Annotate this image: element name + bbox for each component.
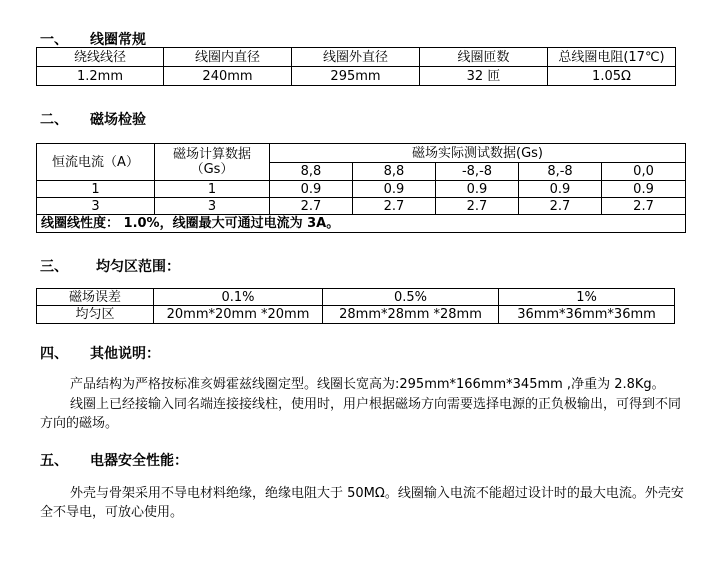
safety-paragraph: 外壳与骨架采用不导电材料绝缘，绝缘电阻大于 50MΩ。线圈输入电流不能超过设计时的最大电流。外壳安全不导电，可放心使用。	[40, 486, 684, 520]
section-title: 其他说明：	[90, 346, 160, 362]
area-cell: 28mm*28mm *28mm	[323, 306, 499, 324]
calc-header-cell: 磁场计算数据（Gs）	[155, 144, 270, 181]
value-cell: 32 匝	[420, 67, 548, 86]
area-cell: 20mm*20mm *20mm	[154, 306, 323, 324]
calc-cell: 3	[155, 198, 270, 215]
section-1-heading	[40, 29, 146, 49]
position-cell: 8,-8	[519, 163, 602, 181]
section-title: 均匀区范围：	[96, 259, 180, 275]
error-cell: 1%	[499, 289, 675, 306]
table-row	[37, 198, 686, 215]
measured-cell: 2.7	[436, 198, 519, 215]
header-cell: 线圈内直径	[164, 48, 292, 67]
current-header-cell: 恒流电流（A）	[37, 144, 155, 181]
header-cell: 绕线线径	[37, 48, 164, 67]
coil-spec-table	[36, 47, 676, 86]
section-number: 三、	[40, 259, 68, 275]
current-cell: 3	[37, 198, 155, 215]
wiring-paragraph: 线圈上已经接输入同名端连接接线柱，使用时，用户根据磁场方向需要选择电源的正负极输出，可得到不同方向的磁场。	[40, 397, 682, 431]
measured-cell: 2.7	[353, 198, 436, 215]
section-title: 电器安全性能：	[90, 453, 188, 469]
section-number: 五、	[40, 453, 68, 469]
section-4-heading	[40, 343, 160, 363]
error-label-cell: 磁场误差	[37, 289, 154, 306]
measured-cell: 0.9	[519, 181, 602, 198]
field-test-table	[36, 143, 686, 233]
section-number: 一、	[40, 32, 68, 48]
header-cell: 线圈匝数	[420, 48, 548, 67]
measured-cell: 2.7	[519, 198, 602, 215]
table-row	[37, 181, 686, 198]
measured-cell: 0.9	[436, 181, 519, 198]
section-3-heading	[40, 256, 180, 276]
measured-cell: 2.7	[270, 198, 353, 215]
measured-cell: 2.7	[602, 198, 686, 215]
area-cell: 36mm*36mm*36mm	[499, 306, 675, 324]
position-cell: 8,8	[270, 163, 353, 181]
position-cell: 8,8	[353, 163, 436, 181]
error-cell: 0.1%	[154, 289, 323, 306]
linearity-note: 线圈线性度： 1.0%，线圈最大可通过电流为 3A。	[37, 215, 686, 233]
structure-paragraph: 产品结构为严格按标准亥姆霍兹线圈定型。线圈长宽高为:295mm*166mm*345mm ,净重为 2.8Kg。	[70, 377, 665, 392]
measured-header-cell: 磁场实际测试数据(Gs)	[270, 144, 686, 163]
header-cell: 线圈外直径	[292, 48, 420, 67]
calc-cell: 1	[155, 181, 270, 198]
uniform-range-table	[36, 288, 675, 324]
area-label-cell: 均匀区	[37, 306, 154, 324]
measured-cell: 0.9	[270, 181, 353, 198]
value-cell: 240mm	[164, 67, 292, 86]
measured-cell: 0.9	[602, 181, 686, 198]
measured-cell: 0.9	[353, 181, 436, 198]
value-cell: 1.2mm	[37, 67, 164, 86]
section-2-heading	[40, 109, 146, 129]
header-cell: 总线圈电阻(17℃)	[548, 48, 676, 67]
section-5-heading	[40, 450, 188, 470]
position-cell: -8,-8	[436, 163, 519, 181]
current-cell: 1	[37, 181, 155, 198]
position-cell: 0,0	[602, 163, 686, 181]
value-cell: 295mm	[292, 67, 420, 86]
table-row	[37, 67, 676, 86]
section-number: 四、	[40, 346, 68, 362]
section-title: 磁场检验	[90, 112, 146, 128]
section-title: 线圈常规	[90, 32, 146, 48]
value-cell: 1.05Ω	[548, 67, 676, 86]
section-number: 二、	[40, 112, 68, 128]
table-header-row	[37, 48, 676, 67]
error-cell: 0.5%	[323, 289, 499, 306]
